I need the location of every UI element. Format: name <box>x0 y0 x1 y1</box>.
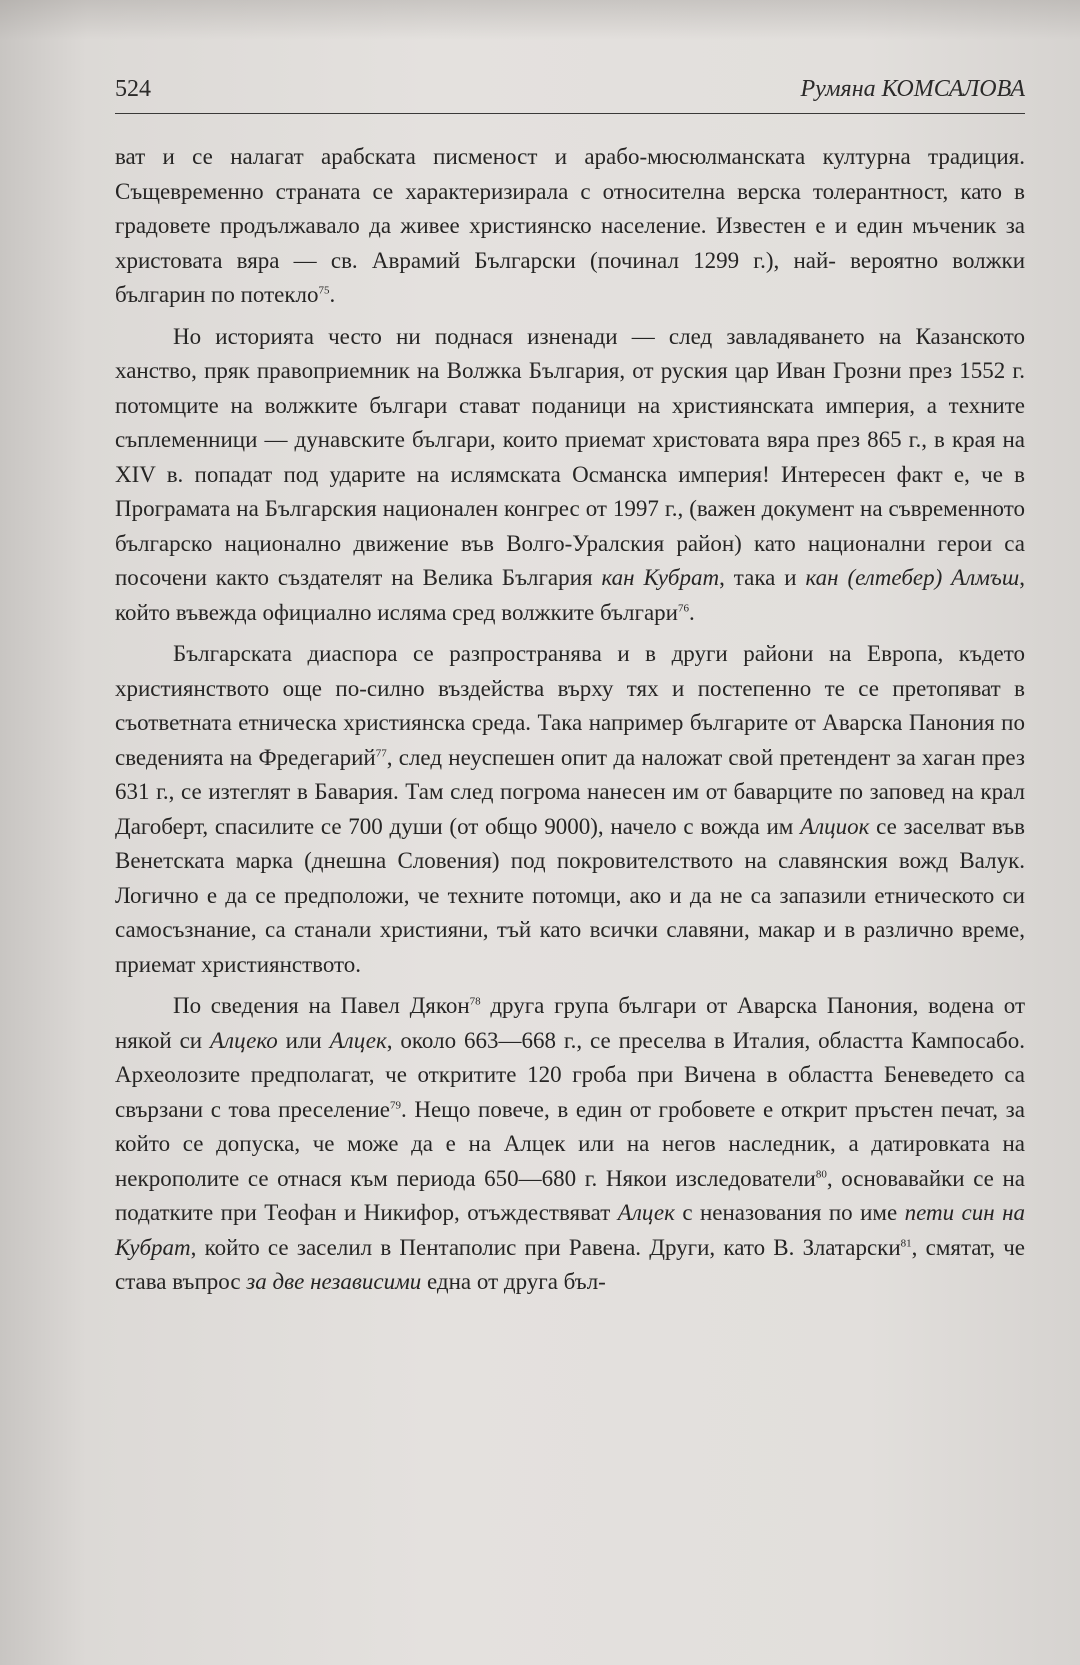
footnote-ref: 78 <box>469 995 481 1008</box>
text-run: или <box>277 1027 330 1053</box>
text-run: друга група българи от Аварска Панония, водена от някой си <box>115 993 1025 1053</box>
text-run: , смятат, че става въпрос <box>115 1234 1025 1294</box>
page-number: 524 <box>115 76 151 102</box>
body-text <box>115 140 1025 1300</box>
text-run: , основавайки се на податките при Теофан и Никифор, отъждествяват <box>115 1165 1025 1225</box>
italic-term: Алцек <box>329 1027 387 1053</box>
italic-term: Алциок <box>800 813 870 839</box>
text-run: , около 663—668 г., се преселва в Италия, областта Кампосабо. Археолозите предполагат, че откритите 120 гроба при Вичена в областта Беневедето са свързани с това преселение <box>115 1027 1025 1122</box>
italic-term: кан (елтебер) Алмъш <box>805 565 1020 590</box>
text-run: По сведения на Павел Дякон <box>173 993 470 1018</box>
footnote-ref: 81 <box>900 1236 912 1249</box>
page-header <box>115 72 1025 112</box>
italic-term: Алцеко <box>210 1027 278 1053</box>
paragraph <box>115 637 1025 982</box>
text-run: Българската диаспора се разпространява и в други райони на Европа, където християнството още по-силно въздейства върху тях и постепенно те се претопяват в съответната етническа християнска среда. Така например българите от Аварска Панония по сведенията на Фредегарий <box>115 641 1025 770</box>
paragraph <box>115 140 1025 313</box>
footnote-ref: 80 <box>815 1167 827 1180</box>
page-edge-shadow <box>0 0 1080 40</box>
footnote-ref: 75 <box>318 284 330 297</box>
text-run: , който се заселил в Пентаполис при Равена. Други, като В. Златарски <box>190 1234 901 1260</box>
text-run: . <box>688 599 695 625</box>
italic-term: кан Кубрат <box>601 565 720 590</box>
text-run: се заселват във Венетската марка (днешна Словения) под покровителството на славянския вожд Валук. Логично е да се предположи, че техните потомци, ако и да не са запазили етническото си самосъзнание, са станали християни, тъй като всички славяни, макар и в различно време, приемат християнството. <box>115 813 1025 977</box>
footnote-ref: 79 <box>389 1098 401 1111</box>
text-run: , след неуспешен опит да наложат свой претендент за хаган през 631 г., се изтеглят в Бавария. Там след погрома нанесен им от баварците по заповед на крал Дагоберт, спасилите се 700 души (от общо 9000), начело с вожда им <box>115 744 1026 839</box>
text-run: с неназования по име <box>674 1200 905 1225</box>
text-run: . Нещо повече, в един от гробовете е открит пръстен печат, за който се допуска, че може да е на Алцек или на негов наследник, а датировката на некрополите се отнася към периода 650—680 г. Някои изследователи <box>115 1096 1025 1191</box>
text-run: една от друга бъл- <box>421 1269 606 1294</box>
paragraph <box>115 320 1025 631</box>
header-rule <box>115 113 1025 114</box>
italic-term: за две независими <box>246 1269 422 1294</box>
footnote-ref: 77 <box>375 746 387 759</box>
italic-term: пети син на Кубрат <box>115 1200 1026 1260</box>
text-run: , който въвежда официално исляма сред волжките българи <box>115 565 1025 625</box>
running-head-author: Румяна КОМСАЛОВА <box>800 76 1025 102</box>
italic-term: Алцек <box>617 1200 675 1225</box>
text-run: Но историята често ни поднася изненади — след завладяването на Казанското ханство, пряк правоприемник на Волжка България, от руския цар Иван Грозни през 1552 г. потомците на волжките българи стават поданици на християнската империя, а техните съплеменници — дунавските българи, които приемат христовата вяра през 865 г., в края на XIV в. попадат под ударите на ислямската Османска империя! Интересен факт е, че в Програмата на Българския национален конгрес от 1997 г., (важен документ на съвременното българско национално движение във Волго-Уралския район) като национални герои са посочени както създателят на Велика България <box>115 323 1025 590</box>
paragraph <box>115 989 1025 1300</box>
text-run: , така и <box>719 565 806 590</box>
text-run: . <box>329 282 336 307</box>
footnote-ref: 76 <box>677 601 689 614</box>
text-run: ват и се налагат арабската писменост и арабо-мюсюлманската културна традиция. Същевременно страната се характеризирала с относителна верска толерантност, като в градовете продължавало да живее християнско население. Известен е и един мъченик за христовата вяра — св. Аврамий Български (починал 1299 г.), най- вероятно волжки българин по потекло <box>115 144 1025 307</box>
